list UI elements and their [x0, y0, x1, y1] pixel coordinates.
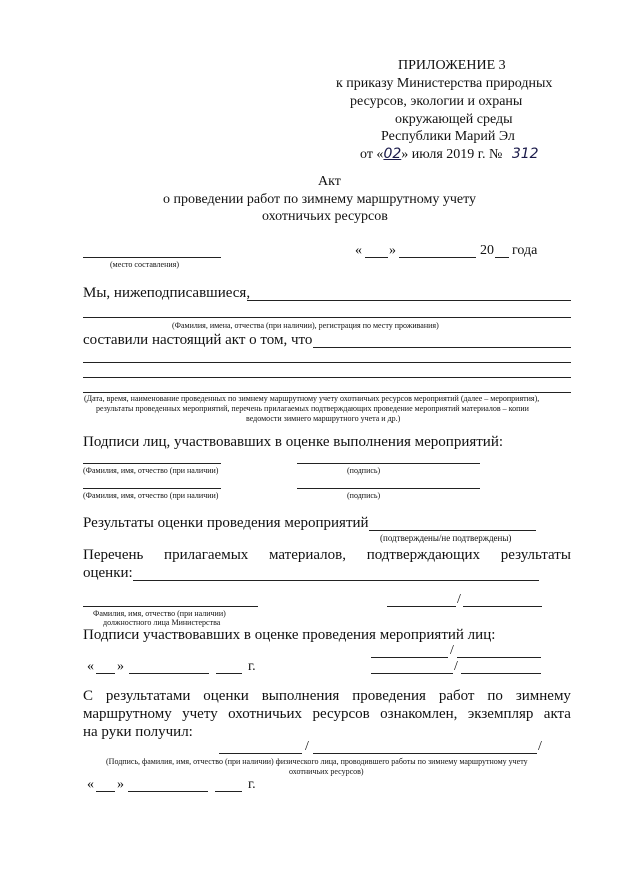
official-caption-1: Фамилия, имя, отчество (при наличии) — [93, 609, 226, 618]
sign2-sign-line — [297, 488, 480, 489]
details-line-3 — [83, 392, 571, 393]
acquaint-quote-open: « — [87, 777, 94, 792]
official-slash: / — [457, 592, 461, 607]
sig2-quote-close: » — [117, 659, 124, 674]
we-label: Мы, нижеподписавшиеся, — [83, 285, 251, 301]
materials-label-2: оценки: — [83, 565, 133, 581]
sign1-fio-line — [83, 463, 221, 464]
acquaint-year-line — [215, 791, 242, 792]
acquaint-month-line — [128, 791, 208, 792]
sign2-fio-caption: (Фамилия, имя, отчество (при наличии) — [83, 491, 219, 500]
date-day-line — [365, 257, 388, 258]
materials-word: подтверждающих — [366, 547, 481, 563]
acquaint-line-2 — [83, 706, 571, 723]
details-caption-1: (Дата, время, наименование проведенных по зимнему маршрутному учету охотничьих ресурсов мероприятий (далее – мероприятия), — [84, 394, 540, 403]
date-day-handwritten: 02 — [383, 146, 402, 162]
sign2-sign-caption: (подпись) — [347, 491, 381, 500]
materials-word: результаты — [500, 547, 571, 563]
official-caption-2: должностного лица Министерства — [103, 618, 221, 627]
acquaint-word: оценки — [203, 688, 249, 704]
acquaint-word: проведения — [352, 688, 426, 704]
details-caption-2: результаты проведенных мероприятий, перечень прилагаемых подтверждающих проведение мероприятий материалов – копии — [96, 404, 529, 413]
acquaint-word: охотничьих — [228, 706, 303, 722]
sign2-fio-line — [83, 488, 221, 489]
acquaint-sign-line-b — [313, 753, 537, 754]
acquaint-word: акта — [543, 706, 571, 722]
acquaint-line-3: на руки получил: — [83, 724, 193, 740]
we-line-2 — [83, 317, 571, 318]
official-fio-line — [83, 606, 258, 607]
signatures2-heading: Подписи участвовавших в оценке проведения мероприятий лиц: — [83, 627, 496, 643]
acquaint-caption-2: охотничьих ресурсов) — [289, 767, 364, 776]
acquaint-word: зимнему — [515, 688, 571, 704]
acquaint-sign-line-a — [219, 753, 302, 754]
date-month-year: » июля 2019 г. № — [401, 147, 503, 162]
sig2-row2-slash: / — [454, 659, 458, 674]
sig2-year-suffix: г. — [248, 659, 256, 674]
acquaint-word: ознакомлен, — [380, 706, 458, 722]
details-caption-3: ведомости зимнего маршрутного учета и др.) — [246, 414, 401, 423]
sig2-day-line — [96, 673, 115, 674]
acquaint-slash-2: / — [538, 739, 542, 754]
date-quote-open: « — [355, 243, 362, 258]
acquaint-quote-close: » — [117, 777, 124, 792]
order-date — [360, 146, 539, 163]
appendix-title: ПРИЛОЖЕНИЕ 3 — [398, 58, 506, 73]
materials-word: Перечень — [83, 547, 144, 563]
date-prefix: от « — [360, 147, 384, 162]
order-line-1: к приказу Министерства природных — [336, 76, 553, 91]
order-line-3: окружающей среды — [395, 112, 513, 127]
acquaint-slash-1: / — [305, 739, 309, 754]
acquaint-word: работ — [438, 688, 475, 704]
composed-line — [313, 347, 571, 348]
year-line — [495, 257, 509, 258]
date-quote-close: » — [389, 243, 396, 258]
details-line-1 — [83, 362, 571, 363]
acquaint-year-suffix: г. — [248, 777, 256, 792]
materials-word: материалов, — [268, 547, 346, 563]
composed-label: составили настоящий акт о том, что — [83, 332, 313, 348]
act-subtitle-1: о проведении работ по зимнему маршрутному учету — [163, 192, 477, 207]
sign1-sign-caption: (подпись) — [347, 466, 381, 475]
order-number-handwritten: 312 — [511, 146, 539, 162]
sign1-fio-caption: (Фамилия, имя, отчество (при наличии) — [83, 466, 219, 475]
we-line — [247, 300, 571, 301]
acquaint-caption-1: (Подпись, фамилия, имя, отчество (при наличии) физического лица, проводившего работы по зимнему маршрутному учету — [106, 757, 528, 766]
act-subtitle-2: охотничьих ресурсов — [262, 209, 388, 224]
fio-caption: (Фамилия, имена, отчества (при наличии), регистрация по месту проживания) — [172, 321, 439, 330]
acquaint-word: ресурсов — [312, 706, 370, 722]
acquaint-word: экземпляр — [467, 706, 534, 722]
acquaint-day-line — [96, 791, 115, 792]
year-prefix: 20 — [480, 243, 494, 258]
materials-line-1 — [83, 547, 571, 564]
acquaint-line-1 — [83, 688, 571, 705]
details-line-2 — [83, 377, 571, 378]
sig2-row1-line-a — [371, 657, 448, 658]
materials-line — [133, 580, 539, 581]
results-label: Результаты оценки проведения мероприятий — [83, 515, 369, 531]
order-line-4: Республики Марий Эл — [381, 129, 515, 144]
official-sign-line-b — [463, 606, 542, 607]
results-line — [369, 530, 536, 531]
acquaint-word: С — [83, 688, 94, 704]
sign1-sign-line — [297, 463, 480, 464]
acquaint-word: по — [487, 688, 503, 704]
results-caption: (подтверждены/не подтверждены) — [380, 533, 512, 543]
sig2-row1-line-b — [457, 657, 541, 658]
act-title: Акт — [318, 174, 341, 189]
year-suffix: года — [512, 243, 538, 258]
sig2-year-line — [216, 673, 242, 674]
date-month-line — [399, 257, 476, 258]
official-sign-line-a — [387, 606, 456, 607]
sig2-month-line — [129, 673, 209, 674]
materials-word: прилагаемых — [164, 547, 249, 563]
signatures-heading: Подписи лиц, участвовавших в оценке выполнения мероприятий: — [83, 434, 504, 450]
place-line — [83, 257, 221, 258]
sig2-row1-slash: / — [450, 643, 454, 658]
acquaint-word: учету — [182, 706, 218, 722]
place-caption: (место составления) — [110, 260, 179, 269]
sig2-row2-line-a — [371, 673, 453, 674]
acquaint-word: выполнения — [261, 688, 340, 704]
sig2-row2-line-b — [461, 673, 541, 674]
sig2-quote-open: « — [87, 659, 94, 674]
acquaint-word: результатами — [105, 688, 191, 704]
order-line-2: ресурсов, экологии и охраны — [350, 94, 523, 109]
acquaint-word: маршрутному — [83, 706, 172, 722]
